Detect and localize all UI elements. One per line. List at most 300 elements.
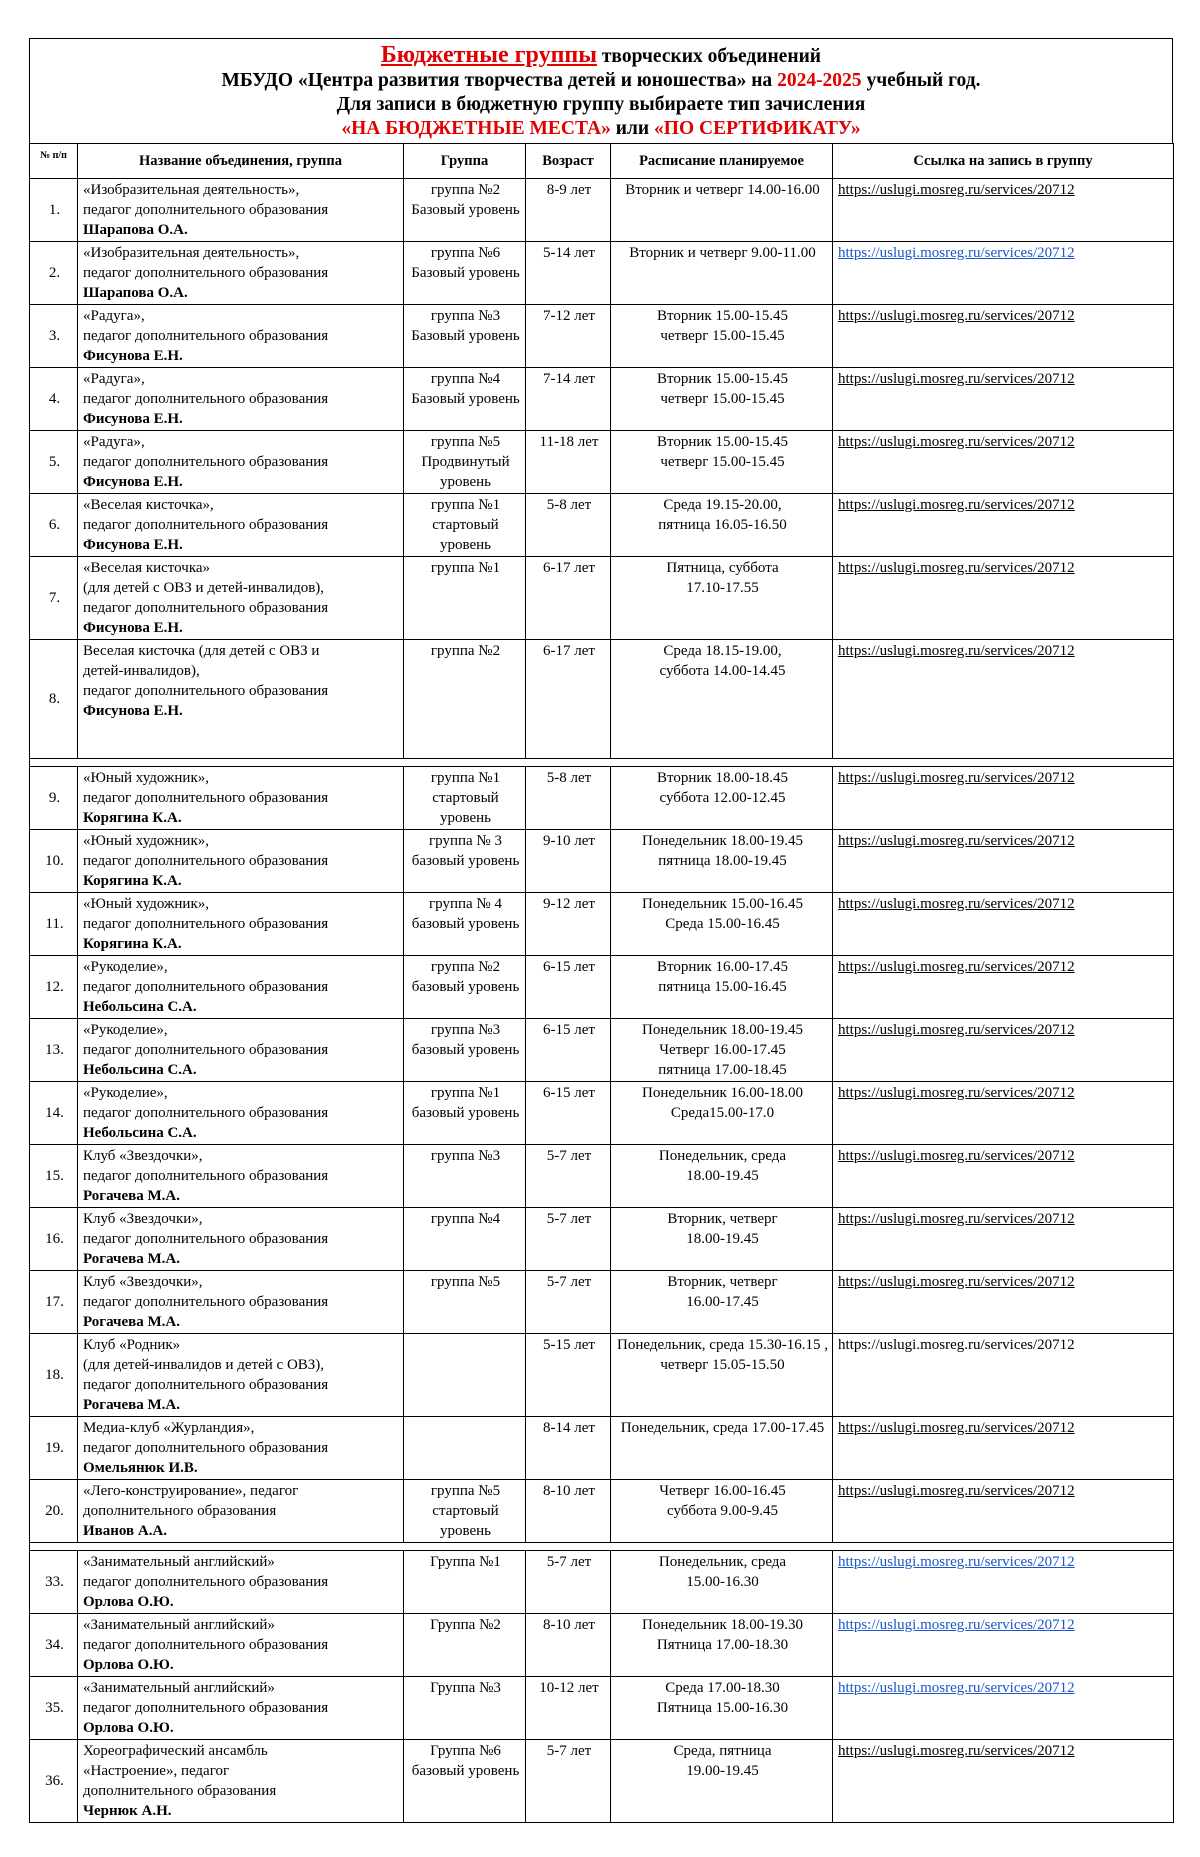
institution-text-end: учебный год.	[861, 70, 981, 91]
age-cell: 7-12 лет	[526, 305, 611, 368]
enrollment-link[interactable]: https://uslugi.mosreg.ru/services/20712	[838, 770, 1075, 786]
teacher-name: Фисунова Е.Н.	[83, 348, 183, 364]
cell-line: «Настроение», педагог	[83, 1763, 230, 1779]
link-cell	[833, 767, 1174, 830]
cell-line: стартовый	[432, 790, 499, 806]
col-header-age: Возраст	[526, 144, 611, 179]
link-cell	[833, 1614, 1174, 1677]
schedule-cell	[611, 1480, 833, 1543]
cell-line: педагог дополнительного образования	[83, 1637, 329, 1653]
age-cell: 6-17 лет	[526, 557, 611, 640]
cell-line: группа №5	[430, 1274, 501, 1290]
group-cell	[404, 1208, 526, 1271]
cell-line: «Рукоделие»,	[83, 959, 168, 975]
age-cell: 8-14 лет	[526, 1417, 611, 1480]
cell-line: Понедельник, среда	[658, 1554, 787, 1570]
row-number: 3.	[30, 305, 78, 368]
document-header	[29, 38, 1173, 143]
teacher-name: Чернюк А.Н.	[83, 1803, 172, 1819]
association-name	[78, 1551, 404, 1614]
age-cell: 5-8 лет	[526, 494, 611, 557]
group-cell	[404, 767, 526, 830]
link-cell	[833, 1082, 1174, 1145]
teacher-name: Небольсина С.А.	[83, 1062, 197, 1078]
teacher-name: Корягина К.А.	[83, 873, 182, 889]
cell-line: педагог дополнительного образования	[83, 1042, 329, 1058]
cell-line: педагог дополнительного образования	[83, 853, 329, 869]
enrollment-link[interactable]: https://uslugi.mosreg.ru/services/20712	[838, 497, 1075, 513]
row-number: 15.	[30, 1145, 78, 1208]
institution-text: МБУДО «Центра развития творчества детей и юношества» на	[221, 70, 778, 91]
cell-line: группа №5	[430, 1483, 501, 1499]
schedule-cell	[611, 1551, 833, 1614]
link-cell	[833, 1740, 1174, 1823]
cell-line: педагог дополнительного образования	[83, 1294, 329, 1310]
cell-line: 19.00-19.45	[686, 1763, 759, 1779]
col-header-schedule: Расписание планируемое	[611, 144, 833, 179]
table-row	[30, 1145, 1174, 1208]
association-name	[78, 557, 404, 640]
cell-line: уровень	[439, 474, 492, 490]
cell-line: педагог дополнительного образования	[83, 916, 329, 932]
group-cell	[404, 830, 526, 893]
cell-line: Группа №6	[430, 1743, 501, 1759]
table-row	[30, 1740, 1174, 1823]
cell-line: Вторник, четверг	[667, 1274, 778, 1290]
link-cell	[833, 1551, 1174, 1614]
cell-line: «Веселая кисточка»	[83, 560, 211, 576]
schedule-cell	[611, 242, 833, 305]
cell-line: «Радуга»,	[83, 308, 145, 324]
enrollment-link[interactable]: https://uslugi.mosreg.ru/services/20712	[838, 1617, 1075, 1633]
group-cell	[404, 1417, 526, 1480]
row-number: 16.	[30, 1208, 78, 1271]
enrollment-link[interactable]: https://uslugi.mosreg.ru/services/20712	[838, 896, 1075, 912]
enrollment-link[interactable]: https://uslugi.mosreg.ru/services/20712	[838, 371, 1075, 387]
row-number: 5.	[30, 431, 78, 494]
cell-line: педагог дополнительного образования	[83, 1700, 329, 1716]
teacher-name: Фисунова Е.Н.	[83, 411, 183, 427]
cell-line: группа №2	[430, 643, 501, 659]
cell-line: группа №6	[430, 245, 501, 261]
table-row	[30, 1082, 1174, 1145]
cell-line: 17.10-17.55	[686, 580, 759, 596]
group-cell	[404, 1551, 526, 1614]
group-cell	[404, 305, 526, 368]
cell-line: «Юный художник»,	[83, 833, 209, 849]
teacher-name: Небольсина С.А.	[83, 1125, 197, 1141]
cell-line: Вторник 15.00-15.45	[657, 434, 788, 450]
cell-line: Вторник 15.00-15.45	[657, 308, 788, 324]
link-cell	[833, 431, 1174, 494]
row-number: 10.	[30, 830, 78, 893]
age-cell: 5-7 лет	[526, 1271, 611, 1334]
association-name	[78, 305, 404, 368]
cell-line: Пятница, суббота	[666, 560, 779, 576]
row-number: 19.	[30, 1417, 78, 1480]
association-name	[78, 1019, 404, 1082]
enrollment-link[interactable]: https://uslugi.mosreg.ru/services/20712	[838, 1743, 1075, 1759]
group-cell	[404, 431, 526, 494]
table-row	[30, 1208, 1174, 1271]
table-row	[30, 956, 1174, 1019]
table-row	[30, 179, 1174, 242]
cell-line: четверг 15.05-15.50	[660, 1357, 785, 1373]
cell-line: группа №5	[430, 434, 501, 450]
cell-line: суббота 14.00-14.45	[659, 663, 786, 679]
group-cell	[404, 1334, 526, 1417]
cell-line: педагог дополнительного образования	[83, 1105, 329, 1121]
association-name	[78, 830, 404, 893]
cell-line: «Рукоделие»,	[83, 1085, 168, 1101]
association-name	[78, 893, 404, 956]
cell-line: стартовый	[432, 517, 499, 533]
age-cell: 5-7 лет	[526, 1208, 611, 1271]
age-cell: 6-17 лет	[526, 640, 611, 759]
row-number: 34.	[30, 1614, 78, 1677]
table-row	[30, 1677, 1174, 1740]
link-cell	[833, 830, 1174, 893]
row-number: 4.	[30, 368, 78, 431]
age-cell: 8-10 лет	[526, 1614, 611, 1677]
cell-line: (для детей-инвалидов и детей с ОВЗ),	[83, 1357, 325, 1373]
group-cell	[404, 1677, 526, 1740]
schedule-cell	[611, 1208, 833, 1271]
enrollment-link[interactable]: https://uslugi.mosreg.ru/services/20712	[838, 1420, 1075, 1436]
row-number: 20.	[30, 1480, 78, 1543]
cell-line: Клуб «Звездочки»,	[83, 1274, 203, 1290]
cell-line: группа № 4	[429, 896, 502, 912]
schedule-cell	[611, 305, 833, 368]
age-cell: 11-18 лет	[526, 431, 611, 494]
or-text: или	[610, 118, 655, 139]
age-cell: 8-10 лет	[526, 1480, 611, 1543]
schedule-cell	[611, 431, 833, 494]
group-cell	[404, 557, 526, 640]
cell-line: группа №2	[430, 959, 501, 975]
teacher-name: Корягина К.А.	[83, 810, 182, 826]
link-cell	[833, 1677, 1174, 1740]
link-cell	[833, 1417, 1174, 1480]
cell-line: группа №3	[430, 1148, 501, 1164]
age-cell: 6-15 лет	[526, 1082, 611, 1145]
cell-line: педагог дополнительного образования	[83, 600, 329, 616]
table-row	[30, 830, 1174, 893]
group-cell	[404, 368, 526, 431]
link-cell	[833, 956, 1174, 1019]
cell-line: группа №2	[430, 182, 501, 198]
option-certificate: «ПО СЕРТИФИКАТУ»	[654, 118, 861, 139]
col-header-link: Ссылка на запись в группу	[833, 144, 1174, 179]
age-cell: 5-8 лет	[526, 767, 611, 830]
table-row	[30, 893, 1174, 956]
cell-line: «Занимательный английский»	[83, 1554, 275, 1570]
association-name	[78, 1334, 404, 1417]
cell-line: Группа №2	[430, 1617, 501, 1633]
cell-line: педагог дополнительного образования	[83, 1168, 329, 1184]
schedule-cell	[611, 1417, 833, 1480]
cell-line: базовый уровень	[411, 979, 520, 995]
group-cell	[404, 956, 526, 1019]
cell-line: дополнительного образования	[83, 1503, 277, 1519]
cell-line: Среда 17.00-18.30	[665, 1680, 780, 1696]
cell-line: пятница 17.00-18.45	[658, 1062, 787, 1078]
cell-line: Среда 15.00-16.45	[665, 916, 780, 932]
cell-line: четверг 15.00-15.45	[660, 391, 785, 407]
table-row	[30, 1417, 1174, 1480]
cell-line: Вторник 18.00-18.45	[657, 770, 788, 786]
age-cell: 6-15 лет	[526, 956, 611, 1019]
cell-line: базовый уровень	[411, 1105, 520, 1121]
teacher-name: Орлова О.Ю.	[83, 1594, 174, 1610]
cell-line: педагог дополнительного образования	[83, 683, 329, 699]
cell-line: Четверг 16.00-17.45	[659, 1042, 786, 1058]
table-row	[30, 242, 1174, 305]
enrollment-link[interactable]: https://uslugi.mosreg.ru/services/20712	[838, 1680, 1075, 1696]
row-number: 7.	[30, 557, 78, 640]
cell-line: 18.00-19.45	[686, 1168, 759, 1184]
link-cell	[833, 640, 1174, 759]
link-cell	[833, 1208, 1174, 1271]
cell-line: Клуб «Родник»	[83, 1337, 181, 1353]
cell-line: Базовый уровень	[411, 391, 520, 407]
group-cell	[404, 1019, 526, 1082]
cell-line: Группа №1	[430, 1554, 501, 1570]
title-line	[30, 43, 1172, 69]
schedule-cell	[611, 557, 833, 640]
cell-line: 16.00-17.45	[686, 1294, 759, 1310]
cell-line: группа №4	[430, 1211, 501, 1227]
enrollment-link[interactable]: https://uslugi.mosreg.ru/services/20712	[838, 560, 1075, 576]
schedule-cell	[611, 1145, 833, 1208]
link-cell	[833, 557, 1174, 640]
teacher-name: Орлова О.Ю.	[83, 1720, 174, 1736]
age-cell: 5-7 лет	[526, 1145, 611, 1208]
cell-line: группа №1	[430, 1085, 501, 1101]
cell-line: педагог дополнительного образования	[83, 979, 329, 995]
section-gap-cell	[30, 759, 1174, 767]
schedule-cell	[611, 893, 833, 956]
link-cell	[833, 305, 1174, 368]
schedule-cell	[611, 830, 833, 893]
cell-line: базовый уровень	[411, 853, 520, 869]
schedule-cell	[611, 494, 833, 557]
cell-line: (для детей с ОВЗ и детей-инвалидов),	[83, 580, 325, 596]
age-cell: 5-15 лет	[526, 1334, 611, 1417]
table-row	[30, 767, 1174, 830]
cell-line: педагог дополнительного образования	[83, 1377, 329, 1393]
cell-line: базовый уровень	[411, 1763, 520, 1779]
cell-line: «Лего-конструирование», педагог	[83, 1483, 299, 1499]
table-row	[30, 1614, 1174, 1677]
instruction-line: Для записи в бюджетную группу выбираете тип зачисления	[336, 94, 866, 115]
enrollment-link[interactable]: https://uslugi.mosreg.ru/services/20712	[838, 959, 1075, 975]
title-red: Бюджетные группы	[380, 42, 597, 68]
enrollment-link[interactable]: https://uslugi.mosreg.ru/services/20712	[838, 1337, 1075, 1353]
link-cell	[833, 1480, 1174, 1543]
enrollment-link[interactable]: https://uslugi.mosreg.ru/services/20712	[838, 1022, 1075, 1038]
cell-line: Хореографический ансамбль	[83, 1743, 268, 1759]
association-name	[78, 767, 404, 830]
cell-line: базовый уровень	[411, 916, 520, 932]
enrollment-link[interactable]: https://uslugi.mosreg.ru/services/20712	[838, 1148, 1075, 1164]
enrollment-link[interactable]: https://uslugi.mosreg.ru/services/20712	[838, 434, 1075, 450]
cell-line: Четверг 16.00-16.45	[659, 1483, 786, 1499]
cell-line: Пятница 17.00-18.30	[656, 1637, 789, 1653]
cell-line: уровень	[439, 810, 492, 826]
group-cell	[404, 640, 526, 759]
cell-line: Клуб «Звездочки»,	[83, 1148, 203, 1164]
cell-line: Среда15.00-17.0	[670, 1105, 775, 1121]
cell-line: дополнительного образования	[83, 1783, 277, 1799]
link-cell	[833, 368, 1174, 431]
cell-line: Пятница 15.00-16.30	[656, 1700, 789, 1716]
teacher-name: Шарапова О.А.	[83, 222, 188, 238]
cell-line: Понедельник, среда	[658, 1148, 787, 1164]
cell-line: Среда 18.15-19.00,	[663, 643, 782, 659]
cell-line: четверг 15.00-15.45	[660, 454, 785, 470]
age-cell: 5-7 лет	[526, 1740, 611, 1823]
association-name	[78, 640, 404, 759]
teacher-name: Корягина К.А.	[83, 936, 182, 952]
cell-line: пятница 15.00-16.45	[658, 979, 787, 995]
cell-line: «Изобразительная деятельность»,	[83, 182, 300, 198]
link-cell	[833, 494, 1174, 557]
teacher-name: Омельянюк И.В.	[83, 1460, 198, 1476]
cell-line: Продвинутый	[421, 454, 510, 470]
group-cell	[404, 1614, 526, 1677]
schedule-cell	[611, 1271, 833, 1334]
row-number: 12.	[30, 956, 78, 1019]
cell-line: группа №1	[430, 497, 501, 513]
schedule-cell	[611, 1677, 833, 1740]
title-rest: творческих объединений	[596, 46, 822, 67]
link-cell	[833, 1334, 1174, 1417]
enrollment-link[interactable]: https://uslugi.mosreg.ru/services/20712	[838, 182, 1075, 198]
enrollment-link[interactable]: https://uslugi.mosreg.ru/services/20712	[838, 308, 1075, 324]
link-cell	[833, 893, 1174, 956]
teacher-name: Фисунова Е.Н.	[83, 703, 183, 719]
association-name	[78, 1082, 404, 1145]
teacher-name: Иванов А.А.	[83, 1523, 168, 1539]
cell-line: Среда, пятница	[673, 1743, 772, 1759]
table-row	[30, 1480, 1174, 1543]
cell-line: «Радуга»,	[83, 371, 145, 387]
association-name	[78, 1145, 404, 1208]
cell-line: «Занимательный английский»	[83, 1617, 275, 1633]
association-name	[78, 431, 404, 494]
cell-line: Группа №3	[430, 1680, 501, 1696]
cell-line: педагог дополнительного образования	[83, 391, 329, 407]
cell-line: педагог дополнительного образования	[83, 265, 329, 281]
cell-line: Среда 19.15-20.00,	[663, 497, 782, 513]
cell-line: стартовый	[432, 1503, 499, 1519]
table-header-row	[30, 144, 1174, 179]
cell-line: Медиа-клуб «Журландия»,	[83, 1420, 255, 1436]
enrollment-link[interactable]: https://uslugi.mosreg.ru/services/20712	[838, 245, 1075, 261]
enrollment-link[interactable]: https://uslugi.mosreg.ru/services/20712	[838, 1274, 1075, 1290]
group-cell	[404, 242, 526, 305]
table-row	[30, 1019, 1174, 1082]
association-name	[78, 494, 404, 557]
row-number: 35.	[30, 1677, 78, 1740]
enrollment-link[interactable]: https://uslugi.mosreg.ru/services/20712	[838, 1554, 1075, 1570]
cell-line: Понедельник, среда 15.30-16.15 ,	[617, 1337, 828, 1353]
institution-line	[30, 69, 1172, 93]
table-row	[30, 1551, 1174, 1614]
teacher-name: Рогачева М.А.	[83, 1397, 180, 1413]
table-body	[30, 179, 1174, 1823]
schedule-cell	[611, 1082, 833, 1145]
cell-line: Веселая кисточка (для детей с ОВЗ и	[83, 643, 320, 659]
enrollment-link[interactable]: https://uslugi.mosreg.ru/services/20712	[838, 643, 1075, 659]
row-number: 17.	[30, 1271, 78, 1334]
cell-line: уровень	[439, 537, 492, 553]
cell-line: педагог дополнительного образования	[83, 1574, 329, 1590]
cell-line: группа № 3	[429, 833, 502, 849]
option-budget: «НА БЮДЖЕТНЫЕ МЕСТА»	[341, 118, 611, 139]
enrollment-link[interactable]: https://uslugi.mosreg.ru/services/20712	[838, 1211, 1075, 1227]
cell-line: Понедельник 15.00-16.45	[641, 896, 804, 912]
group-cell	[404, 494, 526, 557]
age-cell: 10-12 лет	[526, 1677, 611, 1740]
group-cell	[404, 893, 526, 956]
cell-line: группа №1	[430, 560, 501, 576]
teacher-name: Орлова О.Ю.	[83, 1657, 174, 1673]
cell-line: группа №3	[430, 1022, 501, 1038]
col-header-name: Название объединения, группа	[78, 144, 404, 179]
cell-line: педагог дополнительного образования	[83, 202, 329, 218]
enrollment-types-line	[30, 117, 1172, 141]
enrollment-link[interactable]: https://uslugi.mosreg.ru/services/20712	[838, 1085, 1075, 1101]
enrollment-link[interactable]: https://uslugi.mosreg.ru/services/20712	[838, 1483, 1075, 1499]
table-row	[30, 431, 1174, 494]
cell-line: суббота 9.00-9.45	[667, 1503, 778, 1519]
cell-line: «Веселая кисточка»,	[83, 497, 214, 513]
schedule-cell	[611, 1019, 833, 1082]
link-cell	[833, 242, 1174, 305]
group-cell	[404, 1480, 526, 1543]
cell-line: педагог дополнительного образования	[83, 1440, 329, 1456]
row-number: 36.	[30, 1740, 78, 1823]
cell-line: группа №3	[430, 308, 501, 324]
year-text: 2024-2025	[777, 70, 862, 91]
table-row	[30, 1271, 1174, 1334]
enrollment-link[interactable]: https://uslugi.mosreg.ru/services/20712	[838, 833, 1075, 849]
groups-table	[29, 143, 1174, 1823]
cell-line: пятница 16.05-16.50	[658, 517, 787, 533]
cell-line: педагог дополнительного образования	[83, 454, 329, 470]
association-name	[78, 956, 404, 1019]
row-number: 13.	[30, 1019, 78, 1082]
row-number: 18.	[30, 1334, 78, 1417]
cell-line: пятница 18.00-19.45	[658, 853, 787, 869]
cell-line: Вторник и четверг 14.00-16.00	[625, 182, 820, 198]
link-cell	[833, 1019, 1174, 1082]
teacher-name: Фисунова Е.Н.	[83, 620, 183, 636]
schedule-cell	[611, 956, 833, 1019]
cell-line: Клуб «Звездочки»,	[83, 1211, 203, 1227]
cell-line: педагог дополнительного образования	[83, 328, 329, 344]
age-cell: 7-14 лет	[526, 368, 611, 431]
schedule-cell	[611, 767, 833, 830]
association-name	[78, 368, 404, 431]
association-name	[78, 179, 404, 242]
teacher-name: Шарапова О.А.	[83, 285, 188, 301]
cell-line: четверг 15.00-15.45	[660, 328, 785, 344]
row-number: 11.	[30, 893, 78, 956]
schedule-cell	[611, 1334, 833, 1417]
